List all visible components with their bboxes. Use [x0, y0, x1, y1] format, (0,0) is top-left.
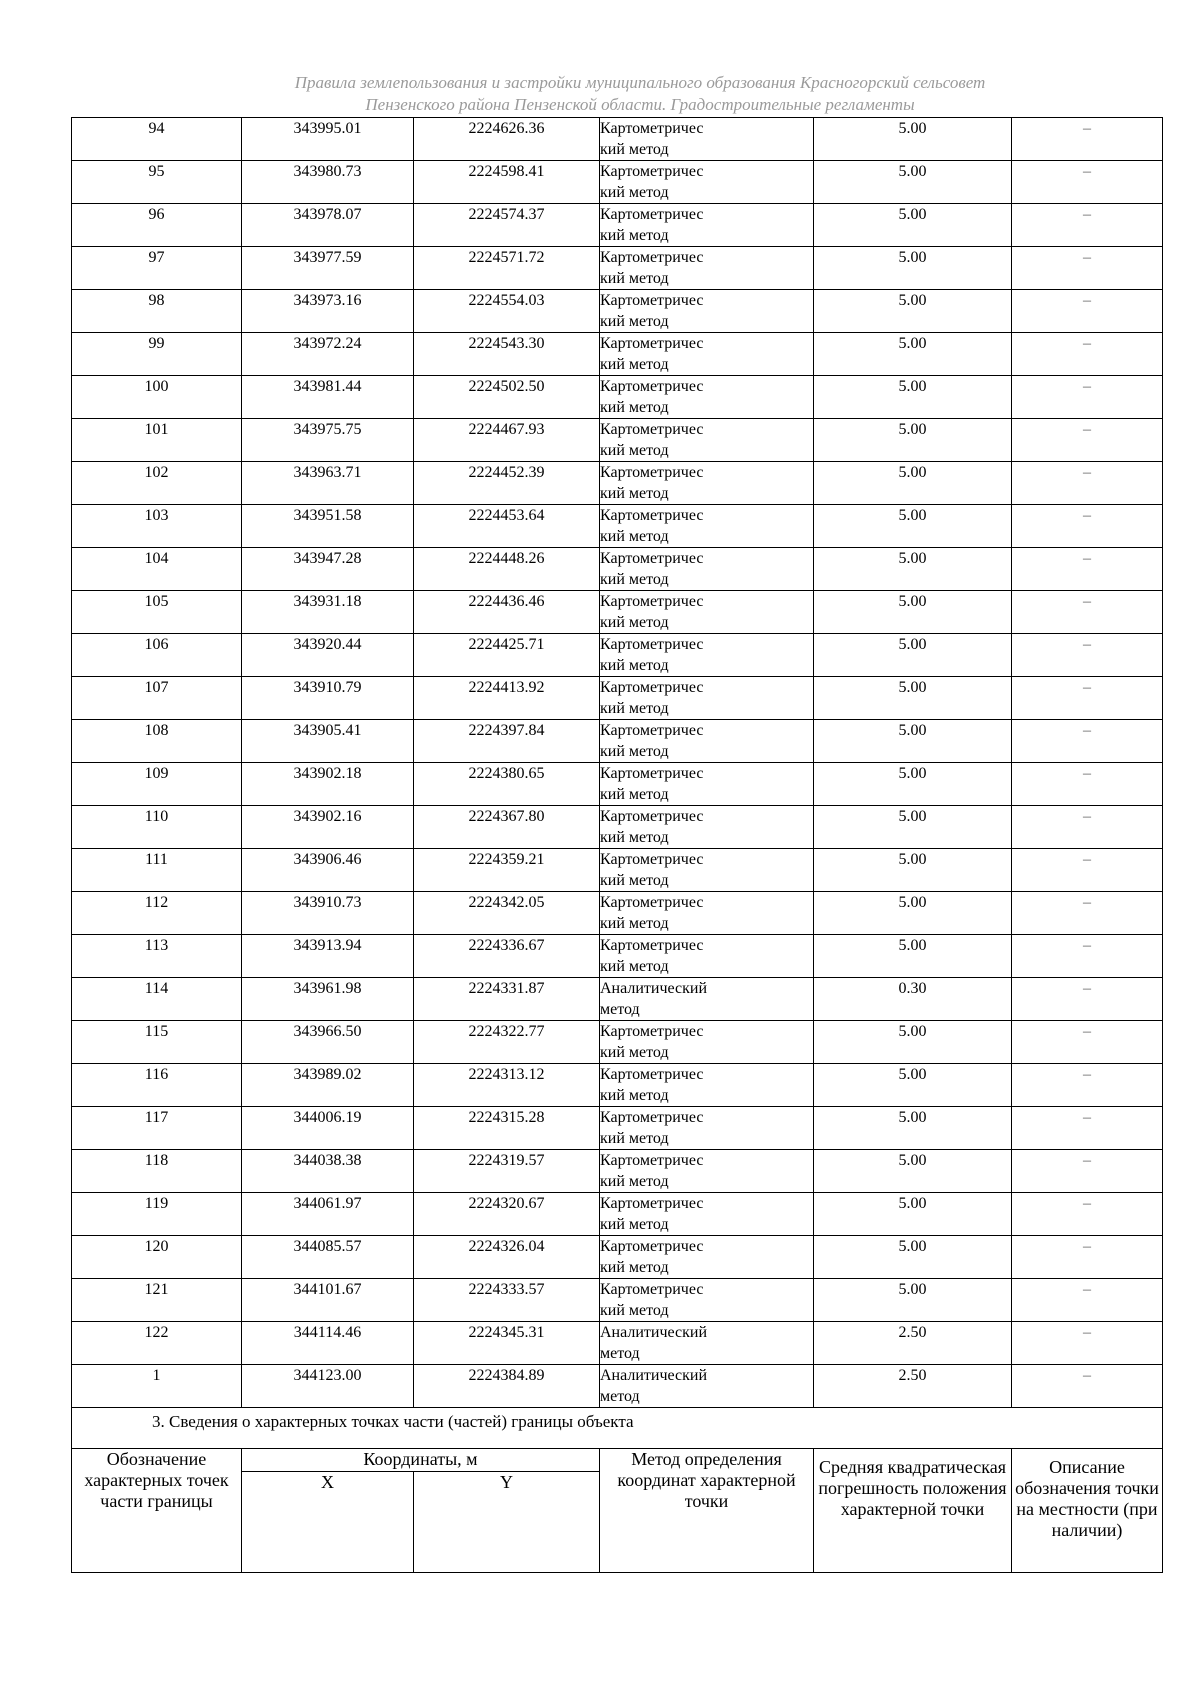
- coord-y: 2224574.37: [414, 204, 600, 247]
- position-error: 5.00: [814, 935, 1012, 978]
- header-designation: Обозначение характерных точек части границы: [72, 1449, 242, 1573]
- point-number: 111: [72, 849, 242, 892]
- point-number: 117: [72, 1107, 242, 1150]
- coord-x: 344061.97: [242, 1193, 414, 1236]
- point-description: –: [1012, 376, 1163, 419]
- position-error: 5.00: [814, 376, 1012, 419]
- method: [600, 591, 814, 634]
- section-3: [72, 1408, 1163, 1573]
- coord-y: 2224319.57: [414, 1150, 600, 1193]
- method-line-2: кий метод: [600, 1216, 669, 1233]
- point-number: 118: [72, 1150, 242, 1193]
- coord-x: 343980.73: [242, 161, 414, 204]
- table-body: [72, 118, 1163, 1408]
- coord-x: 343910.79: [242, 677, 414, 720]
- header-error: Средняя квадратическая погрешность положения характерной точки: [814, 1449, 1012, 1573]
- coord-y: 2224626.36: [414, 118, 600, 161]
- method-line-1: Картометричес: [600, 1109, 704, 1126]
- method-line-1: Картометричес: [600, 163, 704, 180]
- method-line-2: кий метод: [600, 700, 669, 717]
- coord-x: 343977.59: [242, 247, 414, 290]
- position-error: 5.00: [814, 720, 1012, 763]
- table-row: [72, 333, 1163, 376]
- point-description: –: [1012, 1150, 1163, 1193]
- coord-x: 343963.71: [242, 462, 414, 505]
- coord-x: 343973.16: [242, 290, 414, 333]
- method: [600, 935, 814, 978]
- table-row: [72, 1193, 1163, 1236]
- method: [600, 247, 814, 290]
- point-number: 95: [72, 161, 242, 204]
- coord-x: 344006.19: [242, 1107, 414, 1150]
- page-header: [0, 72, 1200, 116]
- position-error: 0.30: [814, 978, 1012, 1021]
- method-line-2: кий метод: [600, 614, 669, 631]
- method: [600, 1064, 814, 1107]
- header-x: X: [242, 1472, 414, 1573]
- coord-y: 2224336.67: [414, 935, 600, 978]
- coord-y: 2224571.72: [414, 247, 600, 290]
- table-row: [72, 376, 1163, 419]
- point-description: –: [1012, 161, 1163, 204]
- coord-y: 2224384.89: [414, 1365, 600, 1408]
- point-number: 96: [72, 204, 242, 247]
- method-line-2: кий метод: [600, 1130, 669, 1147]
- coord-y: 2224326.04: [414, 1236, 600, 1279]
- method-line-2: кий метод: [600, 657, 669, 674]
- position-error: 5.00: [814, 1107, 1012, 1150]
- method-line-1: Аналитический: [600, 1367, 708, 1384]
- coord-y: 2224359.21: [414, 849, 600, 892]
- position-error: 5.00: [814, 548, 1012, 591]
- method: [600, 419, 814, 462]
- coord-y: 2224452.39: [414, 462, 600, 505]
- position-error: 5.00: [814, 419, 1012, 462]
- table-row: [72, 1021, 1163, 1064]
- point-number: 104: [72, 548, 242, 591]
- point-number: 101: [72, 419, 242, 462]
- method-line-1: Картометричес: [600, 550, 704, 567]
- position-error: 5.00: [814, 505, 1012, 548]
- point-number: 121: [72, 1279, 242, 1322]
- point-description: –: [1012, 462, 1163, 505]
- header-y: Y: [414, 1472, 600, 1573]
- coord-y: 2224543.30: [414, 333, 600, 376]
- point-number: 98: [72, 290, 242, 333]
- method: [600, 849, 814, 892]
- method-line-1: Картометричес: [600, 1195, 704, 1212]
- method-line-1: Картометричес: [600, 765, 704, 782]
- coord-x: 343902.16: [242, 806, 414, 849]
- coord-x: 343951.58: [242, 505, 414, 548]
- method: [600, 505, 814, 548]
- method-line-2: кий метод: [600, 141, 669, 158]
- point-description: –: [1012, 1279, 1163, 1322]
- header-coordinates: Координаты, м: [242, 1449, 600, 1472]
- section-3-title: 3. Сведения о характерных точках части (частей) границы объекта: [72, 1408, 1163, 1449]
- coord-x: 343947.28: [242, 548, 414, 591]
- coord-x: 343981.44: [242, 376, 414, 419]
- coord-y: 2224554.03: [414, 290, 600, 333]
- position-error: 5.00: [814, 204, 1012, 247]
- point-number: 1: [72, 1365, 242, 1408]
- coord-y: 2224413.92: [414, 677, 600, 720]
- method: [600, 118, 814, 161]
- method: [600, 462, 814, 505]
- method-line-1: Картометричес: [600, 636, 704, 653]
- position-error: 5.00: [814, 1150, 1012, 1193]
- table-row: [72, 591, 1163, 634]
- point-description: –: [1012, 1236, 1163, 1279]
- coord-x: 343902.18: [242, 763, 414, 806]
- method-line-1: Аналитический: [600, 980, 708, 997]
- position-error: 5.00: [814, 1021, 1012, 1064]
- point-number: 108: [72, 720, 242, 763]
- point-number: 114: [72, 978, 242, 1021]
- method-line-1: Картометричес: [600, 1023, 704, 1040]
- coord-x: 343906.46: [242, 849, 414, 892]
- method-line-1: Картометричес: [600, 378, 704, 395]
- coord-y: 2224342.05: [414, 892, 600, 935]
- position-error: 2.50: [814, 1365, 1012, 1408]
- method: [600, 548, 814, 591]
- coord-x: 343975.75: [242, 419, 414, 462]
- method-line-1: Аналитический: [600, 1324, 708, 1341]
- method: [600, 161, 814, 204]
- table-row: [72, 1236, 1163, 1279]
- method-line-1: Картометричес: [600, 507, 704, 524]
- point-description: –: [1012, 1193, 1163, 1236]
- header-line-2: Пензенского района Пензенской области. Градостроительные регламенты: [365, 95, 915, 114]
- method: [600, 763, 814, 806]
- coord-x: 343920.44: [242, 634, 414, 677]
- method-line-1: Картометричес: [600, 206, 704, 223]
- coord-x: 343913.94: [242, 935, 414, 978]
- method-line-1: Картометричес: [600, 1238, 704, 1255]
- method-line-1: Картометричес: [600, 464, 704, 481]
- method-line-1: Картометричес: [600, 335, 704, 352]
- method: [600, 204, 814, 247]
- position-error: 5.00: [814, 290, 1012, 333]
- point-description: –: [1012, 1322, 1163, 1365]
- position-error: 5.00: [814, 1193, 1012, 1236]
- point-number: 102: [72, 462, 242, 505]
- coord-y: 2224502.50: [414, 376, 600, 419]
- point-number: 116: [72, 1064, 242, 1107]
- method-line-2: кий метод: [600, 743, 669, 760]
- section-3-title-row: [72, 1408, 1163, 1449]
- table-row: [72, 849, 1163, 892]
- table-row: [72, 161, 1163, 204]
- method-line-2: кий метод: [600, 786, 669, 803]
- point-description: –: [1012, 892, 1163, 935]
- method-line-1: Картометричес: [600, 1152, 704, 1169]
- table-row: [72, 419, 1163, 462]
- method-line-1: Картометричес: [600, 722, 704, 739]
- method-line-2: кий метод: [600, 571, 669, 588]
- position-error: 5.00: [814, 806, 1012, 849]
- point-number: 112: [72, 892, 242, 935]
- coord-x: 343972.24: [242, 333, 414, 376]
- coord-y: 2224331.87: [414, 978, 600, 1021]
- position-error: 5.00: [814, 892, 1012, 935]
- point-description: –: [1012, 720, 1163, 763]
- method-line-1: Картометричес: [600, 1066, 704, 1083]
- method-line-1: Картометричес: [600, 120, 704, 137]
- table-row: [72, 290, 1163, 333]
- method: [600, 1365, 814, 1408]
- method: [600, 677, 814, 720]
- point-number: 110: [72, 806, 242, 849]
- method: [600, 720, 814, 763]
- point-number: 105: [72, 591, 242, 634]
- position-error: 2.50: [814, 1322, 1012, 1365]
- method: [600, 1236, 814, 1279]
- method-line-2: кий метод: [600, 270, 669, 287]
- coord-y: 2224436.46: [414, 591, 600, 634]
- method-line-1: Картометричес: [600, 249, 704, 266]
- point-description: –: [1012, 419, 1163, 462]
- method-line-1: Картометричес: [600, 1281, 704, 1298]
- point-number: 106: [72, 634, 242, 677]
- position-error: 5.00: [814, 161, 1012, 204]
- coord-y: 2224397.84: [414, 720, 600, 763]
- coord-x: 343905.41: [242, 720, 414, 763]
- coord-y: 2224453.64: [414, 505, 600, 548]
- point-description: –: [1012, 1064, 1163, 1107]
- method-line-2: кий метод: [600, 872, 669, 889]
- table-row: [72, 806, 1163, 849]
- table-row: [72, 548, 1163, 591]
- coord-y: 2224448.26: [414, 548, 600, 591]
- method-line-1: Картометричес: [600, 937, 704, 954]
- method-line-2: метод: [600, 1345, 640, 1362]
- point-number: 103: [72, 505, 242, 548]
- coord-x: 344101.67: [242, 1279, 414, 1322]
- position-error: 5.00: [814, 1279, 1012, 1322]
- coord-y: 2224333.57: [414, 1279, 600, 1322]
- table-row: [72, 677, 1163, 720]
- coord-x: 343961.98: [242, 978, 414, 1021]
- position-error: 5.00: [814, 462, 1012, 505]
- coord-x: 343995.01: [242, 118, 414, 161]
- point-description: –: [1012, 118, 1163, 161]
- method: [600, 892, 814, 935]
- point-number: 99: [72, 333, 242, 376]
- coord-y: 2224320.67: [414, 1193, 600, 1236]
- method-line-1: Картометричес: [600, 894, 704, 911]
- position-error: 5.00: [814, 247, 1012, 290]
- coord-x: 344085.57: [242, 1236, 414, 1279]
- table-row: [72, 892, 1163, 935]
- point-number: 119: [72, 1193, 242, 1236]
- method-line-2: кий метод: [600, 1302, 669, 1319]
- method-line-2: кий метод: [600, 227, 669, 244]
- table-row: [72, 1279, 1163, 1322]
- method: [600, 1021, 814, 1064]
- point-number: 113: [72, 935, 242, 978]
- method-line-2: метод: [600, 1001, 640, 1018]
- method-line-2: метод: [600, 1388, 640, 1405]
- point-number: 109: [72, 763, 242, 806]
- method: [600, 634, 814, 677]
- table-row: [72, 505, 1163, 548]
- method-line-2: кий метод: [600, 829, 669, 846]
- point-number: 107: [72, 677, 242, 720]
- point-description: –: [1012, 935, 1163, 978]
- position-error: 5.00: [814, 677, 1012, 720]
- method-line-1: Картометричес: [600, 808, 704, 825]
- point-description: –: [1012, 290, 1163, 333]
- table-row: [72, 462, 1163, 505]
- method: [600, 1107, 814, 1150]
- coord-x: 344114.46: [242, 1322, 414, 1365]
- coord-x: 343910.73: [242, 892, 414, 935]
- coord-x: 343978.07: [242, 204, 414, 247]
- method-line-2: кий метод: [600, 399, 669, 416]
- method-line-2: кий метод: [600, 313, 669, 330]
- method-line-1: Картометричес: [600, 593, 704, 610]
- coord-y: 2224380.65: [414, 763, 600, 806]
- coord-x: 343989.02: [242, 1064, 414, 1107]
- coord-x: 344123.00: [242, 1365, 414, 1408]
- point-description: –: [1012, 763, 1163, 806]
- position-error: 5.00: [814, 634, 1012, 677]
- coord-x: 343931.18: [242, 591, 414, 634]
- method-line-1: Картометричес: [600, 679, 704, 696]
- coord-y: 2224425.71: [414, 634, 600, 677]
- method-line-2: кий метод: [600, 485, 669, 502]
- table-row: [72, 978, 1163, 1021]
- position-error: 5.00: [814, 118, 1012, 161]
- point-description: –: [1012, 634, 1163, 677]
- table-row: [72, 1322, 1163, 1365]
- table-row: [72, 118, 1163, 161]
- point-description: –: [1012, 204, 1163, 247]
- method-line-2: кий метод: [600, 1087, 669, 1104]
- method-line-1: Картометричес: [600, 292, 704, 309]
- table-row: [72, 204, 1163, 247]
- table-row: [72, 1064, 1163, 1107]
- coord-y: 2224322.77: [414, 1021, 600, 1064]
- coordinates-table: [71, 117, 1163, 1573]
- point-description: –: [1012, 591, 1163, 634]
- table-row: [72, 720, 1163, 763]
- method-line-2: кий метод: [600, 915, 669, 932]
- method-line-2: кий метод: [600, 356, 669, 373]
- method: [600, 978, 814, 1021]
- coord-y: 2224467.93: [414, 419, 600, 462]
- point-description: –: [1012, 247, 1163, 290]
- point-description: –: [1012, 548, 1163, 591]
- position-error: 5.00: [814, 591, 1012, 634]
- coord-y: 2224315.28: [414, 1107, 600, 1150]
- header-method: Метод определения координат характерной точки: [600, 1449, 814, 1573]
- method-line-2: кий метод: [600, 1044, 669, 1061]
- table-row: [72, 634, 1163, 677]
- table-row: [72, 935, 1163, 978]
- method-line-2: кий метод: [600, 958, 669, 975]
- method: [600, 1279, 814, 1322]
- position-error: 5.00: [814, 1236, 1012, 1279]
- point-description: –: [1012, 806, 1163, 849]
- point-description: –: [1012, 505, 1163, 548]
- coord-y: 2224313.12: [414, 1064, 600, 1107]
- method: [600, 806, 814, 849]
- point-number: 94: [72, 118, 242, 161]
- table-row: [72, 247, 1163, 290]
- point-description: –: [1012, 978, 1163, 1021]
- point-number: 100: [72, 376, 242, 419]
- coord-x: 344038.38: [242, 1150, 414, 1193]
- method-line-1: Картометричес: [600, 421, 704, 438]
- point-description: –: [1012, 849, 1163, 892]
- method: [600, 376, 814, 419]
- method-line-2: кий метод: [600, 1259, 669, 1276]
- position-error: 5.00: [814, 763, 1012, 806]
- method: [600, 1150, 814, 1193]
- method-line-2: кий метод: [600, 1173, 669, 1190]
- method: [600, 1322, 814, 1365]
- method: [600, 333, 814, 376]
- section-3-header-row: [72, 1449, 1163, 1472]
- point-description: –: [1012, 1365, 1163, 1408]
- header-description: Описание обозначения точки на местности (при наличии): [1012, 1449, 1163, 1573]
- position-error: 5.00: [814, 1064, 1012, 1107]
- point-description: –: [1012, 1107, 1163, 1150]
- position-error: 5.00: [814, 849, 1012, 892]
- position-error: 5.00: [814, 333, 1012, 376]
- point-description: –: [1012, 677, 1163, 720]
- method-line-1: Картометричес: [600, 851, 704, 868]
- method-line-2: кий метод: [600, 528, 669, 545]
- coord-y: 2224345.31: [414, 1322, 600, 1365]
- coord-y: 2224367.80: [414, 806, 600, 849]
- header-line-1: Правила землепользования и застройки муниципального образования Красногорский сельсовет: [294, 73, 986, 92]
- coord-x: 343966.50: [242, 1021, 414, 1064]
- point-description: –: [1012, 333, 1163, 376]
- method-line-2: кий метод: [600, 184, 669, 201]
- point-number: 120: [72, 1236, 242, 1279]
- table-row: [72, 1365, 1163, 1408]
- table-row: [72, 1107, 1163, 1150]
- point-number: 122: [72, 1322, 242, 1365]
- table-row: [72, 1150, 1163, 1193]
- table-row: [72, 763, 1163, 806]
- coord-y: 2224598.41: [414, 161, 600, 204]
- method: [600, 1193, 814, 1236]
- point-number: 115: [72, 1021, 242, 1064]
- method: [600, 290, 814, 333]
- point-number: 97: [72, 247, 242, 290]
- point-description: –: [1012, 1021, 1163, 1064]
- method-line-2: кий метод: [600, 442, 669, 459]
